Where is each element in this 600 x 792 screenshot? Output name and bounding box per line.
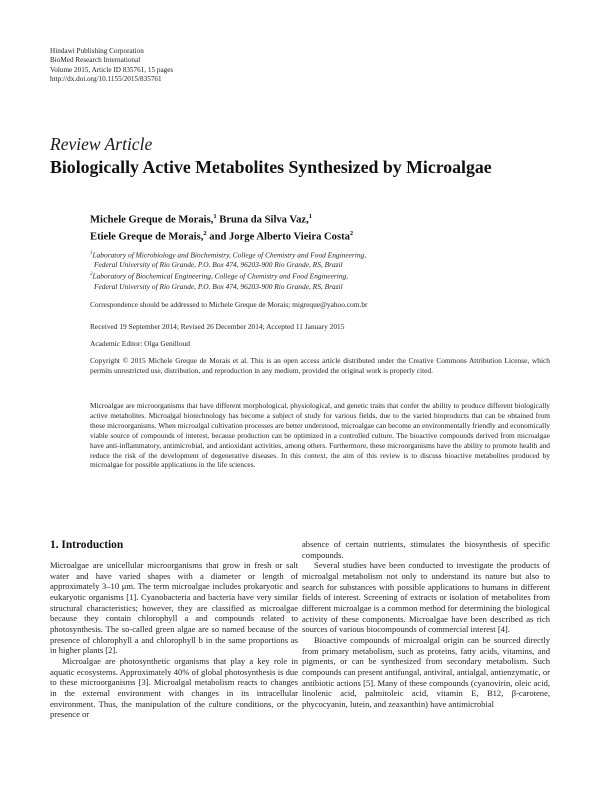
journal-header: [50, 47, 173, 85]
author-affiliation-mark: 1: [213, 213, 217, 220]
copyright-notice: Copyright © 2015 Michele Greque de Morais et al. This is an open access article distributed under the Creative Commons Attribution License, which permits unrestricted use, distribution, and reproduction in any medium, provided the original work is properly cited.: [90, 356, 550, 375]
paragraph: Bioactive compounds of microalgal origin can be sourced directly from primary metabolism, such as proteins, fatty acids, vitamins, and pigments, or can be synthesized from secondary metabolism. Such compounds can present antifungal, antiviral, antialgal, antienzymatic, or antibiotic actions [5]. Many of these compounds (cyanovirin, oleic acid, linolenic acid, palmitoleic acid, vitamin E, B12, β-carotene, phycocyanin, lutein, and zeaxanthin) have antimicrobial: [302, 634, 550, 709]
correspondence: Correspondence should be addressed to Michele Greque de Morais; migreque@yahoo.com.br: [90, 300, 368, 309]
affiliation-1: [90, 249, 550, 260]
author-name: Bruna da Silva Vaz,: [216, 214, 309, 226]
affiliation-mark: 2: [90, 272, 93, 278]
section-heading: 1. Introduction: [50, 539, 124, 551]
body-column-left: [50, 539, 298, 720]
author-line-2: [90, 227, 353, 244]
author-affiliation-mark: 1: [308, 213, 313, 220]
volume-info: Volume 2015, Article ID 835761, 15 pages: [50, 65, 174, 74]
author-affiliation-mark: 2: [203, 229, 207, 237]
paragraph: absence of certain nutrients, stimulates the biosynthesis of specific compounds.: [302, 539, 550, 560]
body-column-right: [302, 539, 550, 710]
publisher-name: Hindawi Publishing Corporation: [50, 47, 144, 55]
paper-title: Biologically Active Metabolites Synthesized by Microalgae: [50, 157, 492, 177]
affiliation-2: [90, 270, 550, 281]
doi-link[interactable]: http://dx.doi.org/10.1155/2015/835761: [50, 75, 162, 84]
author-line-1: [90, 210, 353, 227]
received-dates: Received 19 September 2014; Revised 26 December 2014; Accepted 11 January 2015: [90, 322, 345, 331]
affiliation-mark: 1: [90, 251, 93, 256]
academic-editor: Academic Editor: Olga Genilloud: [90, 339, 190, 348]
affiliation-text: Laboratory of Microbiology and Biochemistry, College of Chemistry and Food Engineering,: [92, 250, 367, 260]
paragraph: Microalgae are photosynthetic organisms that play a key role in aquatic ecosystems. Approximately 40% of global photosynthesis is due to these microorganisms [3]. Microalgal metabolism reacts to changes in the external environment with changes in its intracellular environment. Thus, the manipulation of the culture conditions, or the presence or: [50, 655, 298, 720]
article-type: Review Article: [50, 134, 153, 154]
paragraph: Several studies have been conducted to investigate the products of microalgal metabolism not only to understand its nature but also to search for substances with possible applications to humans in different fields of interest. Screening of extracts or isolation of metabolites from different microalgae is a common method for determining the biological activity of these components. Microalgae have been described as rich sources of various biocompounds of commercial interest [4].: [302, 560, 550, 635]
paragraph: Microalgae are unicellular microorganisms that grow in fresh or salt water and have varied shapes with a diameter or length of approximately 3–10 μm. The term microalgae includes prokaryotic and eukaryotic organisms [1]. Cyanobacteria and bacteria have very similar structural characteristics; however, they are classified as microalgae because they contain chlorophyll a and compounds related to photosynthesis. The so-called green algae are so named because of the presence of chlorophyll a and chlorophyll b in the same proportions as in higher plants [2].: [50, 560, 298, 656]
author-name: Etiele Greque de Morais,: [90, 231, 204, 243]
affiliations: [90, 249, 550, 292]
author-affiliation-mark: 2: [349, 229, 354, 237]
affiliation-2-cont: Federal University of Rio Grande, P.O. Box 474, 96203-900 Rio Grande, RS, Brazil: [94, 281, 343, 291]
author-list: [90, 210, 353, 243]
author-name: and Jorge Alberto Vieira Costa: [206, 231, 350, 243]
journal-name: BioMed Research International: [50, 56, 141, 65]
abstract: Microalgae are microorganisms that have different morphological, physiological, and genetic traits that confer the ability to produce different biologically active metabolites. Microalgal biotechnology has become a subject of study for various fields, due to the varied bioproducts that can be obtained from these microorganisms. When microalgal cultivation processes are better understood, microalgae can become an environmentally friendly and economically viable source of compounds of interest, because production can be optimized in a controlled culture. The bioactive compounds derived from microalgae have anti-inflammatory, antimicrobial, and antioxidant activities, among others. Furthermore, these microorganisms have the ability to promote health and reduce the risk of the development of degenerative diseases. In this context, the aim of this review is to discuss bioactive metabolites produced by microalgae for possible applications in the life sciences.: [90, 401, 550, 470]
affiliation-text: Laboratory of Biochemical Engineering, College of Chemistry and Food Engineering,: [92, 271, 349, 281]
affiliation-1-cont: Federal University of Rio Grande, P.O. Box 474, 96203-900 Rio Grande, RS, Brazil: [94, 260, 343, 270]
author-name: Michele Greque de Morais,: [90, 214, 214, 226]
